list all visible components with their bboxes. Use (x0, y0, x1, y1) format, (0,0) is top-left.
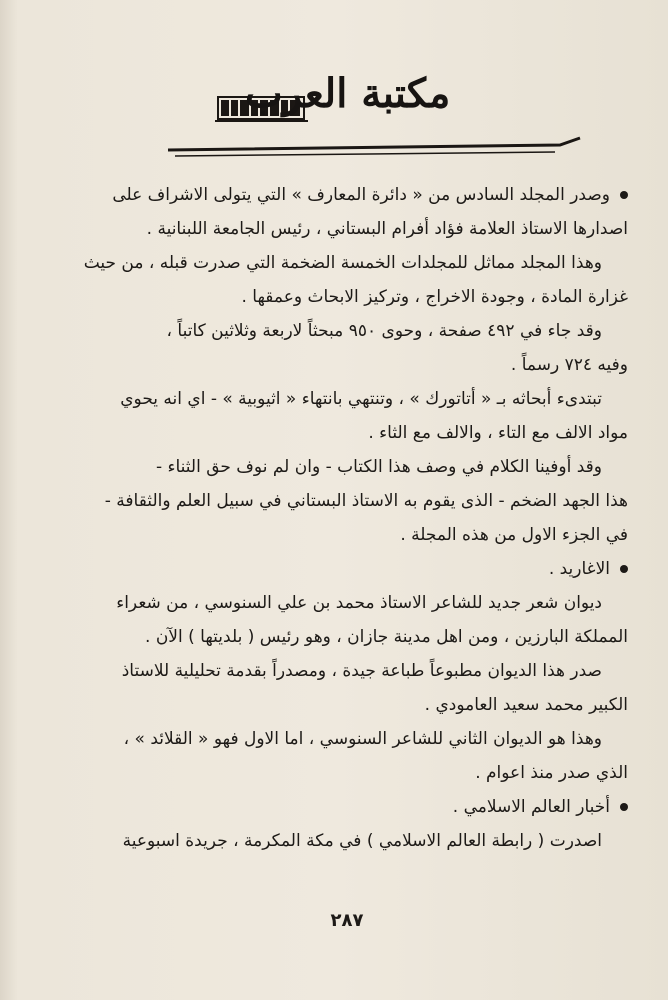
text-line: وقد أوفينا الكلام في وصف هذا الكتاب - وان لم نوف حق الثناء - (155, 457, 602, 477)
text-line: الكبير محمد سعيد العامودي . (424, 695, 628, 715)
paragraph (112, 790, 628, 824)
paragraph (112, 552, 628, 586)
text-line (112, 790, 628, 824)
paragraph (104, 450, 628, 552)
text-line: المملكة البارزين ، ومن اهل مدينة جازان ، وهو رئيس ( بلديتها ) الآن . (145, 627, 628, 647)
text-line: في الجزء الاول من هذه المجلة . (400, 525, 628, 545)
paragraph (112, 654, 628, 722)
bullet-text: أخبار العالم الاسلامي . (452, 797, 610, 817)
page-number: ٢٨٧ (330, 910, 364, 931)
paragraph (83, 246, 628, 314)
paragraph (112, 178, 628, 246)
text-line: غزارة المادة ، وجودة الاخراج ، وتركيز الابحاث وعمقها . (241, 287, 628, 307)
paragraph (112, 382, 628, 450)
bullet-text: الاغاريد . (548, 559, 610, 579)
text-line: وهذا هو الديوان الثاني للشاعر السنوسي ، اما الاول فهو « القلائد » ، (123, 729, 602, 749)
paragraph (112, 586, 628, 654)
paragraph (112, 314, 628, 382)
text-line: ديوان شعر جديد للشاعر الاستاذ محمد بن علي السنوسي ، من شعراء (116, 593, 602, 613)
text-line: تبتدىء أبحاثه بـ « أتاتورك » ، وتنتهي بانتهاء « اثيوبية » - اي انه يحوي (120, 389, 602, 409)
text-line: صدر هذا الديوان مطبوعاً طباعة جيدة ، ومصدراً بقدمة تحليلية للاستاذ (121, 661, 602, 681)
text-line: مواد الالف مع التاء ، والالف مع الثاء . (368, 423, 628, 443)
text-line (112, 552, 628, 586)
bullet-text: وصدر المجلد السادس من « دائرة المعارف » التي يتولى الاشراف على (112, 185, 610, 205)
text-line: اصدرت ( رابطة العالم الاسلامي ) في مكة المكرمة ، جريدة اسبوعية (122, 831, 602, 851)
text-line: هذا الجهد الضخم - الذى يقوم به الاستاذ البستاني في سبيل العلم والثقافة - (104, 491, 628, 511)
text-line: وفيه ٧٢٤ رسماً . (510, 355, 628, 375)
bullet-icon (620, 191, 628, 199)
paragraph (112, 824, 628, 858)
text-line: الذي صدر منذ اعوام . (475, 763, 628, 783)
bullet-icon (620, 565, 628, 573)
article-body (83, 178, 628, 858)
text-line: وقد جاء في ٤٩٢ صفحة ، وحوى ٩٥٠ مبحثاً لاربعة وثلاثين كاتباً ، (166, 321, 602, 341)
page-title: مكتبة العرب (245, 70, 451, 117)
text-line: وهذا المجلد مماثل للمجلدات الخمسة الضخمة التي صدرت قبله ، من حيث (83, 253, 602, 273)
section-header (0, 0, 668, 190)
paragraph (112, 722, 628, 790)
text-line (112, 178, 628, 212)
bullet-icon (620, 803, 628, 811)
text-line: اصدارها الاستاذ العلامة فؤاد أفرام البستاني ، رئيس الجامعة اللبنانية . (146, 219, 628, 239)
